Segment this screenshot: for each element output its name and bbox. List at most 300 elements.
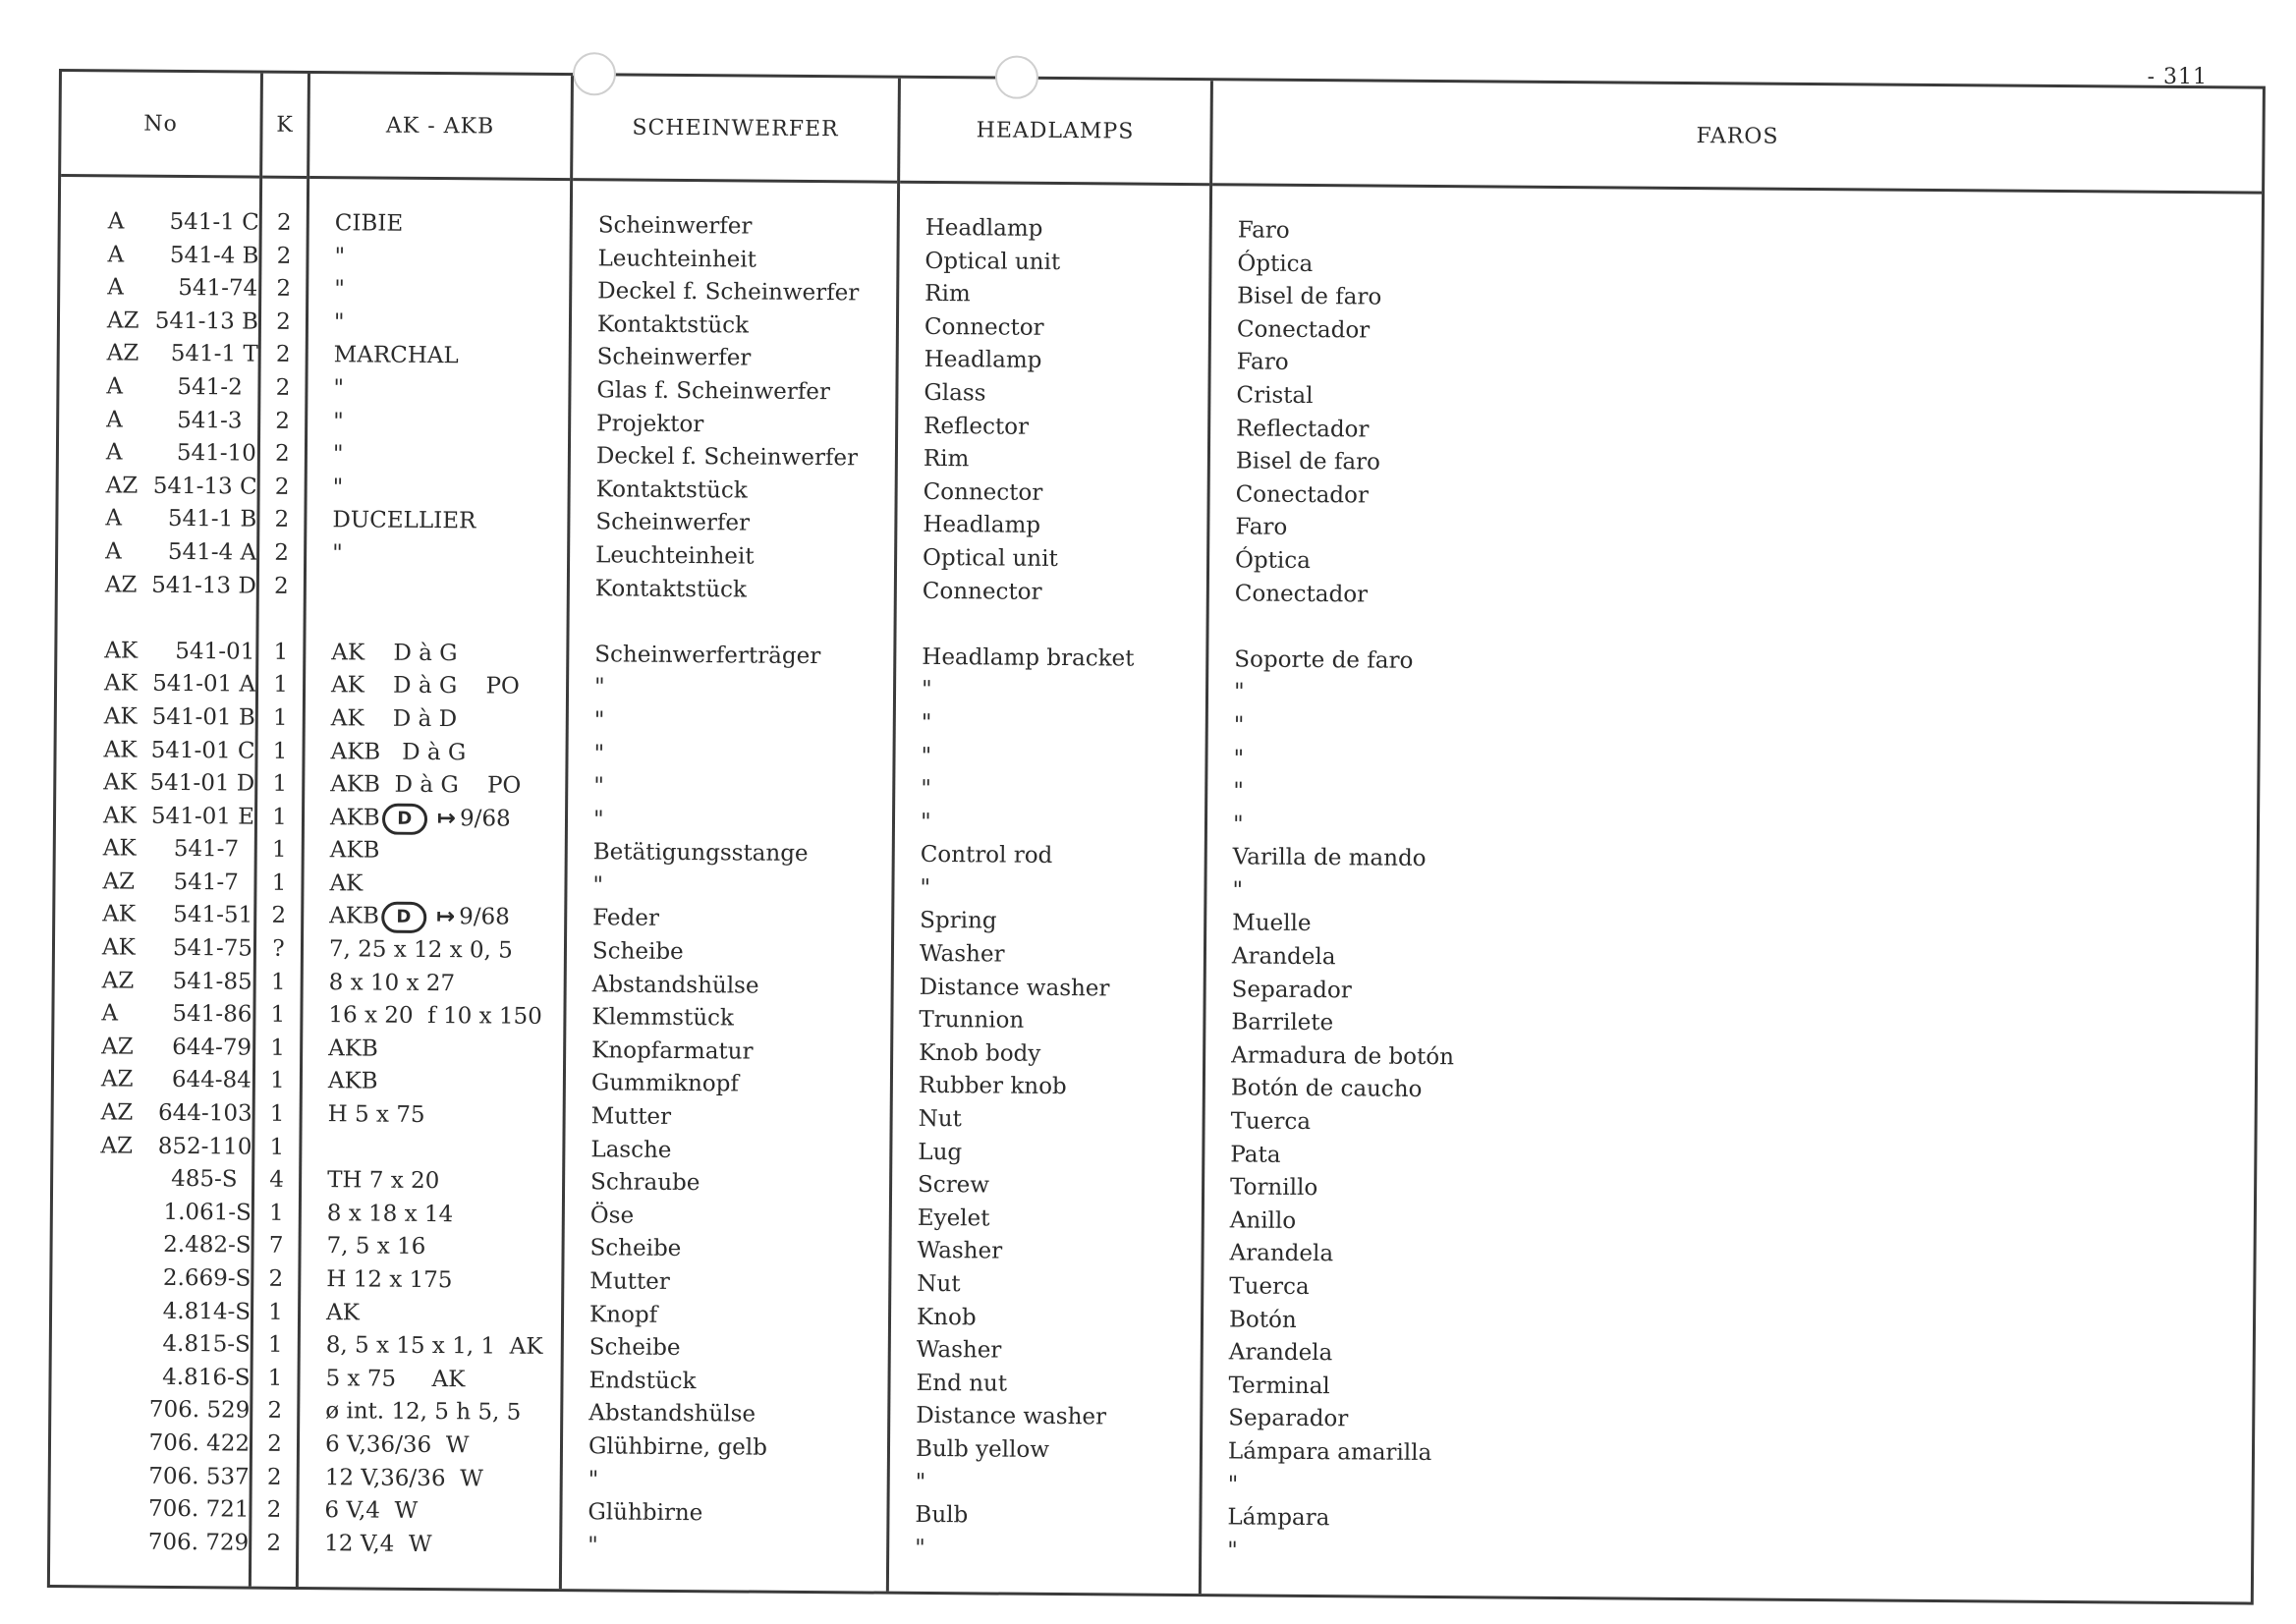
english-name-cell: Connector — [923, 478, 1043, 506]
row-gap — [569, 605, 893, 641]
spanish-name-cell: Cristal — [1236, 382, 1314, 410]
type-cell — [308, 472, 568, 507]
german-name-cell: " — [588, 1466, 599, 1492]
quantity-cell: 1 — [273, 639, 289, 665]
spanish-name-cell: Terminal — [1228, 1372, 1330, 1399]
part-code: 706. 729 — [147, 1529, 250, 1556]
english-name-cell: Eyelet — [917, 1204, 990, 1232]
german-name-cell: Kontaktstück — [596, 311, 750, 339]
type-text: 12 V,36/36 W — [324, 1464, 483, 1491]
type-text: MARCHAL — [333, 342, 459, 369]
type-cell — [308, 307, 569, 342]
part-code: 541-75 — [172, 935, 253, 962]
quantity-cell: 1 — [269, 1134, 285, 1160]
parts-catalog-table — [47, 69, 2266, 1605]
type-cell — [308, 438, 568, 474]
part-code: 541-2 — [177, 373, 243, 401]
part-code: 1.061-S — [163, 1199, 252, 1226]
type-text: AK — [329, 870, 364, 897]
spanish-name-cell: Pata — [1230, 1142, 1281, 1168]
part-prefix — [51, 1460, 149, 1493]
english-name-cell: Washer — [917, 1238, 1003, 1264]
quantity-cell: 2 — [266, 1530, 282, 1556]
part-prefix: AK — [102, 901, 137, 928]
type-text: AKB — [327, 1068, 378, 1095]
type-text: 16 x 20 f 10 x 150 — [328, 1002, 542, 1031]
part-number-cell — [59, 436, 257, 471]
part-prefix — [51, 1393, 149, 1427]
part-number-cell — [55, 931, 253, 966]
date-text: 9/68 — [459, 805, 511, 832]
part-code: 706. 529 — [148, 1397, 251, 1424]
type-text: 7, 5 x 16 — [326, 1233, 426, 1260]
spanish-name-cell: Bisel de faro — [1237, 283, 1382, 310]
part-prefix: A — [105, 439, 123, 466]
part-code: 541-10 — [176, 440, 256, 467]
spanish-name-cell: Arandela — [1228, 1339, 1333, 1367]
german-name-cell: Glas f. Scheinwerfer — [596, 377, 831, 406]
german-name-cell: Betätigungsstange — [592, 839, 809, 868]
german-name-cell: Scheinwerfer — [596, 344, 752, 371]
quantity-cell: 2 — [276, 243, 292, 269]
german-name-cell: " — [593, 740, 605, 766]
part-number-cell — [53, 1162, 252, 1197]
spanish-name-cell: Faro — [1235, 514, 1288, 541]
part-code: 541-01 D — [149, 769, 255, 797]
column-type-body — [299, 184, 570, 1589]
quantity-cell: 1 — [267, 1365, 283, 1391]
part-number-cell — [51, 1393, 250, 1428]
part-prefix: AZ — [106, 340, 140, 367]
part-number-cell — [60, 305, 258, 339]
type-cell — [308, 241, 569, 276]
part-code: 4.814-S — [162, 1298, 252, 1325]
row-gap — [258, 603, 303, 637]
spanish-name-cell: Lámpara — [1227, 1504, 1330, 1532]
type-text: AKB — [329, 903, 380, 930]
part-number-cell — [53, 1130, 252, 1164]
part-number-cell — [59, 470, 257, 504]
english-name-cell: Reflector — [924, 413, 1030, 440]
header-de: SCHEINWERFER — [573, 76, 898, 184]
german-name-cell: " — [593, 674, 605, 700]
part-number-cell — [54, 1031, 252, 1065]
quantity-cell: 1 — [270, 969, 286, 995]
spanish-name-cell: Tuerca — [1229, 1273, 1310, 1301]
english-name-cell: " — [915, 1535, 925, 1561]
spanish-name-cell: Conectador — [1234, 580, 1369, 608]
german-name-cell: Abstandshülse — [588, 1400, 756, 1428]
part-prefix: A — [106, 373, 124, 400]
type-cell — [305, 735, 565, 770]
part-prefix: AK — [102, 803, 137, 829]
type-cell — [299, 1494, 559, 1530]
type-cell — [303, 1065, 563, 1100]
type-cell — [304, 967, 564, 1002]
quantity-cell: 2 — [275, 408, 291, 434]
english-name-cell: Knob — [916, 1304, 977, 1330]
quantity-cell: 2 — [274, 440, 290, 468]
english-name-cell: End nut — [916, 1370, 1008, 1397]
column-type — [299, 74, 574, 1589]
arrow-icon: ↦ — [436, 805, 457, 831]
quantity-cell: 2 — [271, 903, 287, 929]
quantity-cell: 1 — [272, 738, 288, 764]
spanish-name-cell: Tuerca — [1230, 1108, 1312, 1136]
quantity-cell: 1 — [267, 1331, 283, 1359]
english-name-cell: Headlamp bracket — [922, 644, 1135, 672]
part-prefix: A — [106, 406, 123, 433]
column-no-body — [50, 182, 259, 1587]
type-cell — [304, 868, 564, 903]
quantity-cell: ? — [272, 935, 285, 962]
english-name-cell: Bulb yellow — [915, 1435, 1050, 1463]
english-name-cell: Bulb — [915, 1502, 969, 1529]
quantity-cell: 7 — [268, 1233, 284, 1260]
part-code: 541-86 — [172, 1001, 252, 1028]
english-name-cell: " — [915, 1469, 926, 1495]
quantity-cell: 1 — [272, 770, 288, 797]
quantity-cell: 1 — [270, 1001, 286, 1029]
type-text: AK D à D — [330, 705, 458, 733]
spanish-name-cell: Muelle — [1232, 910, 1312, 937]
part-code: 644-79 — [172, 1034, 252, 1061]
spanish-name-cell: Anillo — [1229, 1207, 1297, 1234]
german-name-cell: " — [592, 872, 604, 899]
english-name-cell: Headlamp — [924, 347, 1042, 374]
german-name-cell: Scheibe — [588, 1334, 681, 1362]
german-name-cell: " — [593, 707, 605, 734]
part-code: 644-103 — [157, 1099, 252, 1127]
type-cell — [300, 1395, 560, 1430]
part-code: 541-74 — [178, 275, 258, 302]
quantity-cell: 1 — [271, 837, 287, 864]
part-code: 541-01 E — [150, 803, 255, 830]
part-prefix: AZ — [101, 1034, 134, 1060]
part-prefix: AZ — [100, 1132, 134, 1159]
type-cell — [300, 1363, 560, 1398]
type-cell — [308, 406, 568, 441]
type-text: " — [333, 308, 345, 336]
english-name-cell: Rim — [923, 446, 970, 473]
part-code: 541-85 — [172, 968, 252, 995]
german-name-cell: Scheibe — [589, 1235, 682, 1262]
english-name-cell: Rubber knob — [918, 1073, 1067, 1100]
part-code: 541-01 B — [151, 703, 255, 731]
english-name-cell: Washer — [919, 940, 1005, 968]
type-cell — [307, 537, 567, 573]
type-cell — [301, 1263, 561, 1299]
part-code: 541-13 B — [154, 308, 259, 335]
spanish-name-cell: Tornillo — [1229, 1174, 1318, 1202]
german-name-cell: Scheibe — [591, 938, 684, 966]
spanish-name-cell: Bisel de faro — [1235, 448, 1381, 476]
part-prefix: A — [105, 505, 123, 532]
german-name-cell: Leuchteinheit — [595, 542, 755, 570]
german-name-cell: Leuchteinheit — [597, 245, 757, 273]
quantity-cell: 2 — [266, 1496, 282, 1523]
part-prefix: AK — [101, 934, 136, 961]
german-name-cell: Scheinwerferträger — [594, 642, 821, 669]
english-name-cell: Rim — [924, 281, 971, 308]
spanish-name-cell: " — [1233, 778, 1244, 805]
part-number-cell — [56, 832, 254, 867]
type-text: 8 x 18 x 14 — [326, 1200, 454, 1227]
type-cell — [306, 669, 566, 704]
type-cell — [301, 1297, 561, 1332]
part-code: 541-51 — [173, 902, 253, 929]
quantity-cell: 2 — [274, 539, 290, 566]
part-code: 541-1 T — [170, 341, 258, 367]
english-name-cell: Nut — [917, 1270, 961, 1298]
quantity-cell: 2 — [275, 342, 291, 368]
part-number-cell — [61, 205, 259, 240]
part-code: 644-84 — [171, 1067, 252, 1094]
english-name-cell: Washer — [916, 1337, 1002, 1364]
german-name-cell: Deckel f. Scheinwerfer — [595, 443, 859, 472]
part-number-cell — [55, 965, 253, 999]
type-cell — [304, 933, 564, 969]
part-prefix — [51, 1427, 149, 1460]
date-text: 9/68 — [459, 904, 510, 931]
type-cell — [303, 1098, 563, 1134]
part-prefix: AK — [103, 769, 138, 796]
part-prefix — [52, 1327, 163, 1361]
part-prefix: AZ — [104, 571, 138, 598]
type-text: AKB — [328, 1036, 378, 1062]
spanish-name-cell: " — [1227, 1471, 1239, 1498]
german-name-cell: Schraube — [590, 1169, 700, 1197]
column-en — [889, 79, 1213, 1594]
part-code: 541-13 D — [151, 572, 256, 599]
d-badge-icon: D — [382, 803, 427, 834]
type-text: ø int. 12, 5 h 5, 5 — [325, 1398, 522, 1427]
type-cell — [308, 273, 569, 308]
english-name-cell: Headlamp — [924, 214, 1043, 242]
column-en-body — [889, 189, 1209, 1594]
english-name-cell: Glass — [924, 379, 986, 407]
page-number: - 311 — [2147, 65, 2208, 89]
spanish-name-cell: " — [1233, 745, 1245, 771]
spanish-name-cell: Soporte de faro — [1234, 646, 1414, 674]
type-cell — [305, 834, 565, 869]
d-badge-icon: D — [381, 902, 426, 933]
part-prefix — [50, 1492, 148, 1526]
quantity-cell: 1 — [269, 1100, 285, 1127]
part-code: 541-3 — [177, 407, 243, 434]
type-cell — [304, 900, 564, 935]
english-name-cell: Trunnion — [919, 1007, 1025, 1034]
type-text: " — [333, 375, 345, 402]
quantity-cell: 2 — [274, 507, 290, 533]
quantity-cell: 2 — [267, 1398, 283, 1425]
spanish-name-cell: Reflectador — [1236, 415, 1370, 443]
part-number-cell — [59, 370, 257, 405]
part-number-cell — [57, 700, 255, 735]
part-number-cell — [53, 1196, 252, 1230]
row-gap — [57, 601, 255, 636]
quantity-cell: 1 — [271, 869, 287, 896]
quantity-cell: 2 — [276, 275, 292, 303]
part-prefix — [52, 1228, 163, 1261]
spanish-name-cell: Conectador — [1235, 481, 1370, 509]
header-es: FAROS — [1212, 81, 2263, 194]
english-name-cell: Knob body — [919, 1039, 1041, 1067]
type-text: H 5 x 75 — [327, 1101, 425, 1128]
quantity-cell: 2 — [275, 374, 291, 401]
spanish-name-cell: Óptica — [1235, 547, 1311, 574]
type-cell — [308, 372, 568, 408]
part-code: 541-7 — [173, 836, 240, 863]
quantity-cell: 2 — [276, 209, 292, 236]
german-name-cell: Lasche — [590, 1136, 672, 1163]
part-prefix: AK — [103, 736, 138, 763]
part-number-cell — [57, 635, 255, 669]
type-text: CIBIE — [334, 210, 404, 237]
part-prefix: AZ — [106, 308, 140, 334]
part-code: 541-1 C — [169, 208, 259, 236]
english-name-cell: Optical unit — [923, 544, 1058, 572]
type-text: 7, 25 x 12 x 0, 5 — [328, 936, 513, 964]
part-prefix: AK — [103, 703, 138, 730]
part-number-cell — [60, 271, 258, 306]
german-name-cell: Knopfarmatur — [591, 1037, 754, 1065]
column-es-body — [1202, 191, 2262, 1601]
type-cell — [302, 1132, 562, 1167]
row-gap — [306, 603, 566, 639]
spanish-name-cell: " — [1227, 1538, 1238, 1564]
english-name-cell: Optical unit — [924, 248, 1061, 275]
part-code: 852-110 — [157, 1133, 252, 1160]
part-prefix: AK — [104, 638, 139, 664]
type-text: TH 7 x 20 — [327, 1167, 440, 1195]
spanish-name-cell: Faro — [1237, 217, 1290, 244]
part-number-cell — [58, 569, 256, 603]
type-cell — [308, 339, 569, 374]
type-text: AK D à G — [331, 639, 458, 666]
quantity-cell: 1 — [273, 672, 288, 699]
type-text: " — [332, 540, 343, 567]
part-prefix: AK — [103, 670, 138, 697]
part-number-cell — [58, 502, 256, 536]
german-name-cell: Gummiknopf — [590, 1070, 740, 1097]
spanish-name-cell: " — [1233, 679, 1245, 705]
header-type: AK - AKB — [309, 74, 571, 181]
part-code: 541-13 C — [152, 473, 257, 500]
spanish-name-cell: Varilla de mando — [1232, 844, 1427, 872]
german-name-cell: Scheinwerfer — [597, 212, 753, 240]
part-prefix — [53, 1196, 164, 1229]
type-cell — [299, 1528, 559, 1563]
type-text: 8, 5 x 15 x 1, 1 AK — [325, 1332, 543, 1361]
quantity-cell: 2 — [273, 573, 289, 599]
part-number-cell — [51, 1427, 250, 1461]
german-name-cell: Feder — [592, 905, 659, 932]
part-number-cell — [54, 997, 252, 1032]
part-prefix: AZ — [102, 868, 136, 895]
spanish-name-cell: Arandela — [1229, 1240, 1334, 1267]
column-es — [1202, 81, 2263, 1601]
part-prefix: AK — [102, 835, 137, 862]
part-number-cell — [56, 734, 254, 768]
part-number-cell — [52, 1228, 251, 1262]
part-code: 706. 537 — [148, 1463, 250, 1490]
spanish-name-cell: Botón — [1228, 1306, 1297, 1333]
part-prefix: A — [107, 274, 124, 301]
english-name-cell: " — [921, 677, 932, 703]
quantity-cell: 1 — [268, 1299, 283, 1325]
part-number-cell — [52, 1295, 251, 1329]
part-number-cell — [52, 1327, 251, 1362]
type-text: DUCELLIER — [332, 507, 476, 534]
part-prefix: A — [107, 208, 125, 235]
spanish-name-cell: " — [1232, 877, 1244, 904]
part-number-cell — [54, 1096, 252, 1131]
part-number-cell — [55, 866, 253, 900]
type-cell — [301, 1329, 561, 1365]
german-name-cell: Glühbirne — [588, 1499, 703, 1527]
quantity-cell: 2 — [267, 1430, 282, 1457]
part-number-cell — [50, 1526, 249, 1560]
part-code: 2.669-S — [162, 1264, 252, 1292]
quantity-cell: 2 — [266, 1464, 282, 1490]
type-cell — [306, 637, 566, 672]
part-number-cell — [54, 1063, 252, 1097]
type-text: AK — [325, 1299, 360, 1326]
spanish-name-cell: Armadura de botón — [1231, 1042, 1455, 1071]
arrow-icon: ↦ — [435, 904, 456, 930]
type-cell — [309, 207, 570, 243]
part-number-cell — [60, 337, 258, 371]
part-number-cell — [59, 404, 257, 438]
spanish-name-cell: Separador — [1231, 977, 1352, 1004]
column-de-body — [562, 186, 897, 1592]
part-number-cell — [52, 1261, 251, 1296]
quantity-cell: 1 — [272, 704, 288, 731]
spanish-name-cell: Arandela — [1231, 943, 1336, 971]
spanish-name-cell: " — [1233, 712, 1245, 739]
part-number-cell — [50, 1492, 249, 1527]
spanish-name-cell: Faro — [1236, 349, 1289, 376]
spanish-name-cell: Óptica — [1237, 251, 1314, 277]
type-cell — [307, 571, 567, 606]
quantity-cell: 2 — [274, 474, 290, 500]
german-name-cell: Endstück — [588, 1368, 697, 1394]
part-number-cell — [56, 766, 254, 801]
part-code: 541-4 A — [167, 538, 257, 566]
english-name-cell: Distance washer — [919, 974, 1110, 1002]
spanish-name-cell: Conectador — [1236, 316, 1371, 344]
type-cell — [302, 1164, 562, 1200]
quantity-cell: 4 — [269, 1166, 285, 1194]
column-de — [562, 76, 901, 1592]
type-text: 6 V,36/36 W — [324, 1431, 470, 1459]
german-name-cell: Deckel f. Scheinwerfer — [597, 278, 860, 307]
column-no — [50, 72, 263, 1587]
part-prefix: A — [105, 538, 122, 565]
german-name-cell: Mutter — [589, 1268, 670, 1295]
part-code: 706. 721 — [147, 1495, 250, 1523]
spanish-name-cell: " — [1232, 812, 1244, 838]
english-name-cell: Spring — [920, 908, 997, 934]
type-text: 12 V,4 W — [324, 1530, 432, 1557]
german-name-cell: Kontaktstück — [595, 476, 748, 504]
german-name-cell: " — [593, 773, 604, 800]
type-text: 8 x 10 x 27 — [328, 969, 456, 996]
type-cell — [300, 1462, 560, 1497]
part-code: 485-S — [171, 1166, 238, 1193]
spanish-name-cell: Barrilete — [1231, 1009, 1334, 1036]
